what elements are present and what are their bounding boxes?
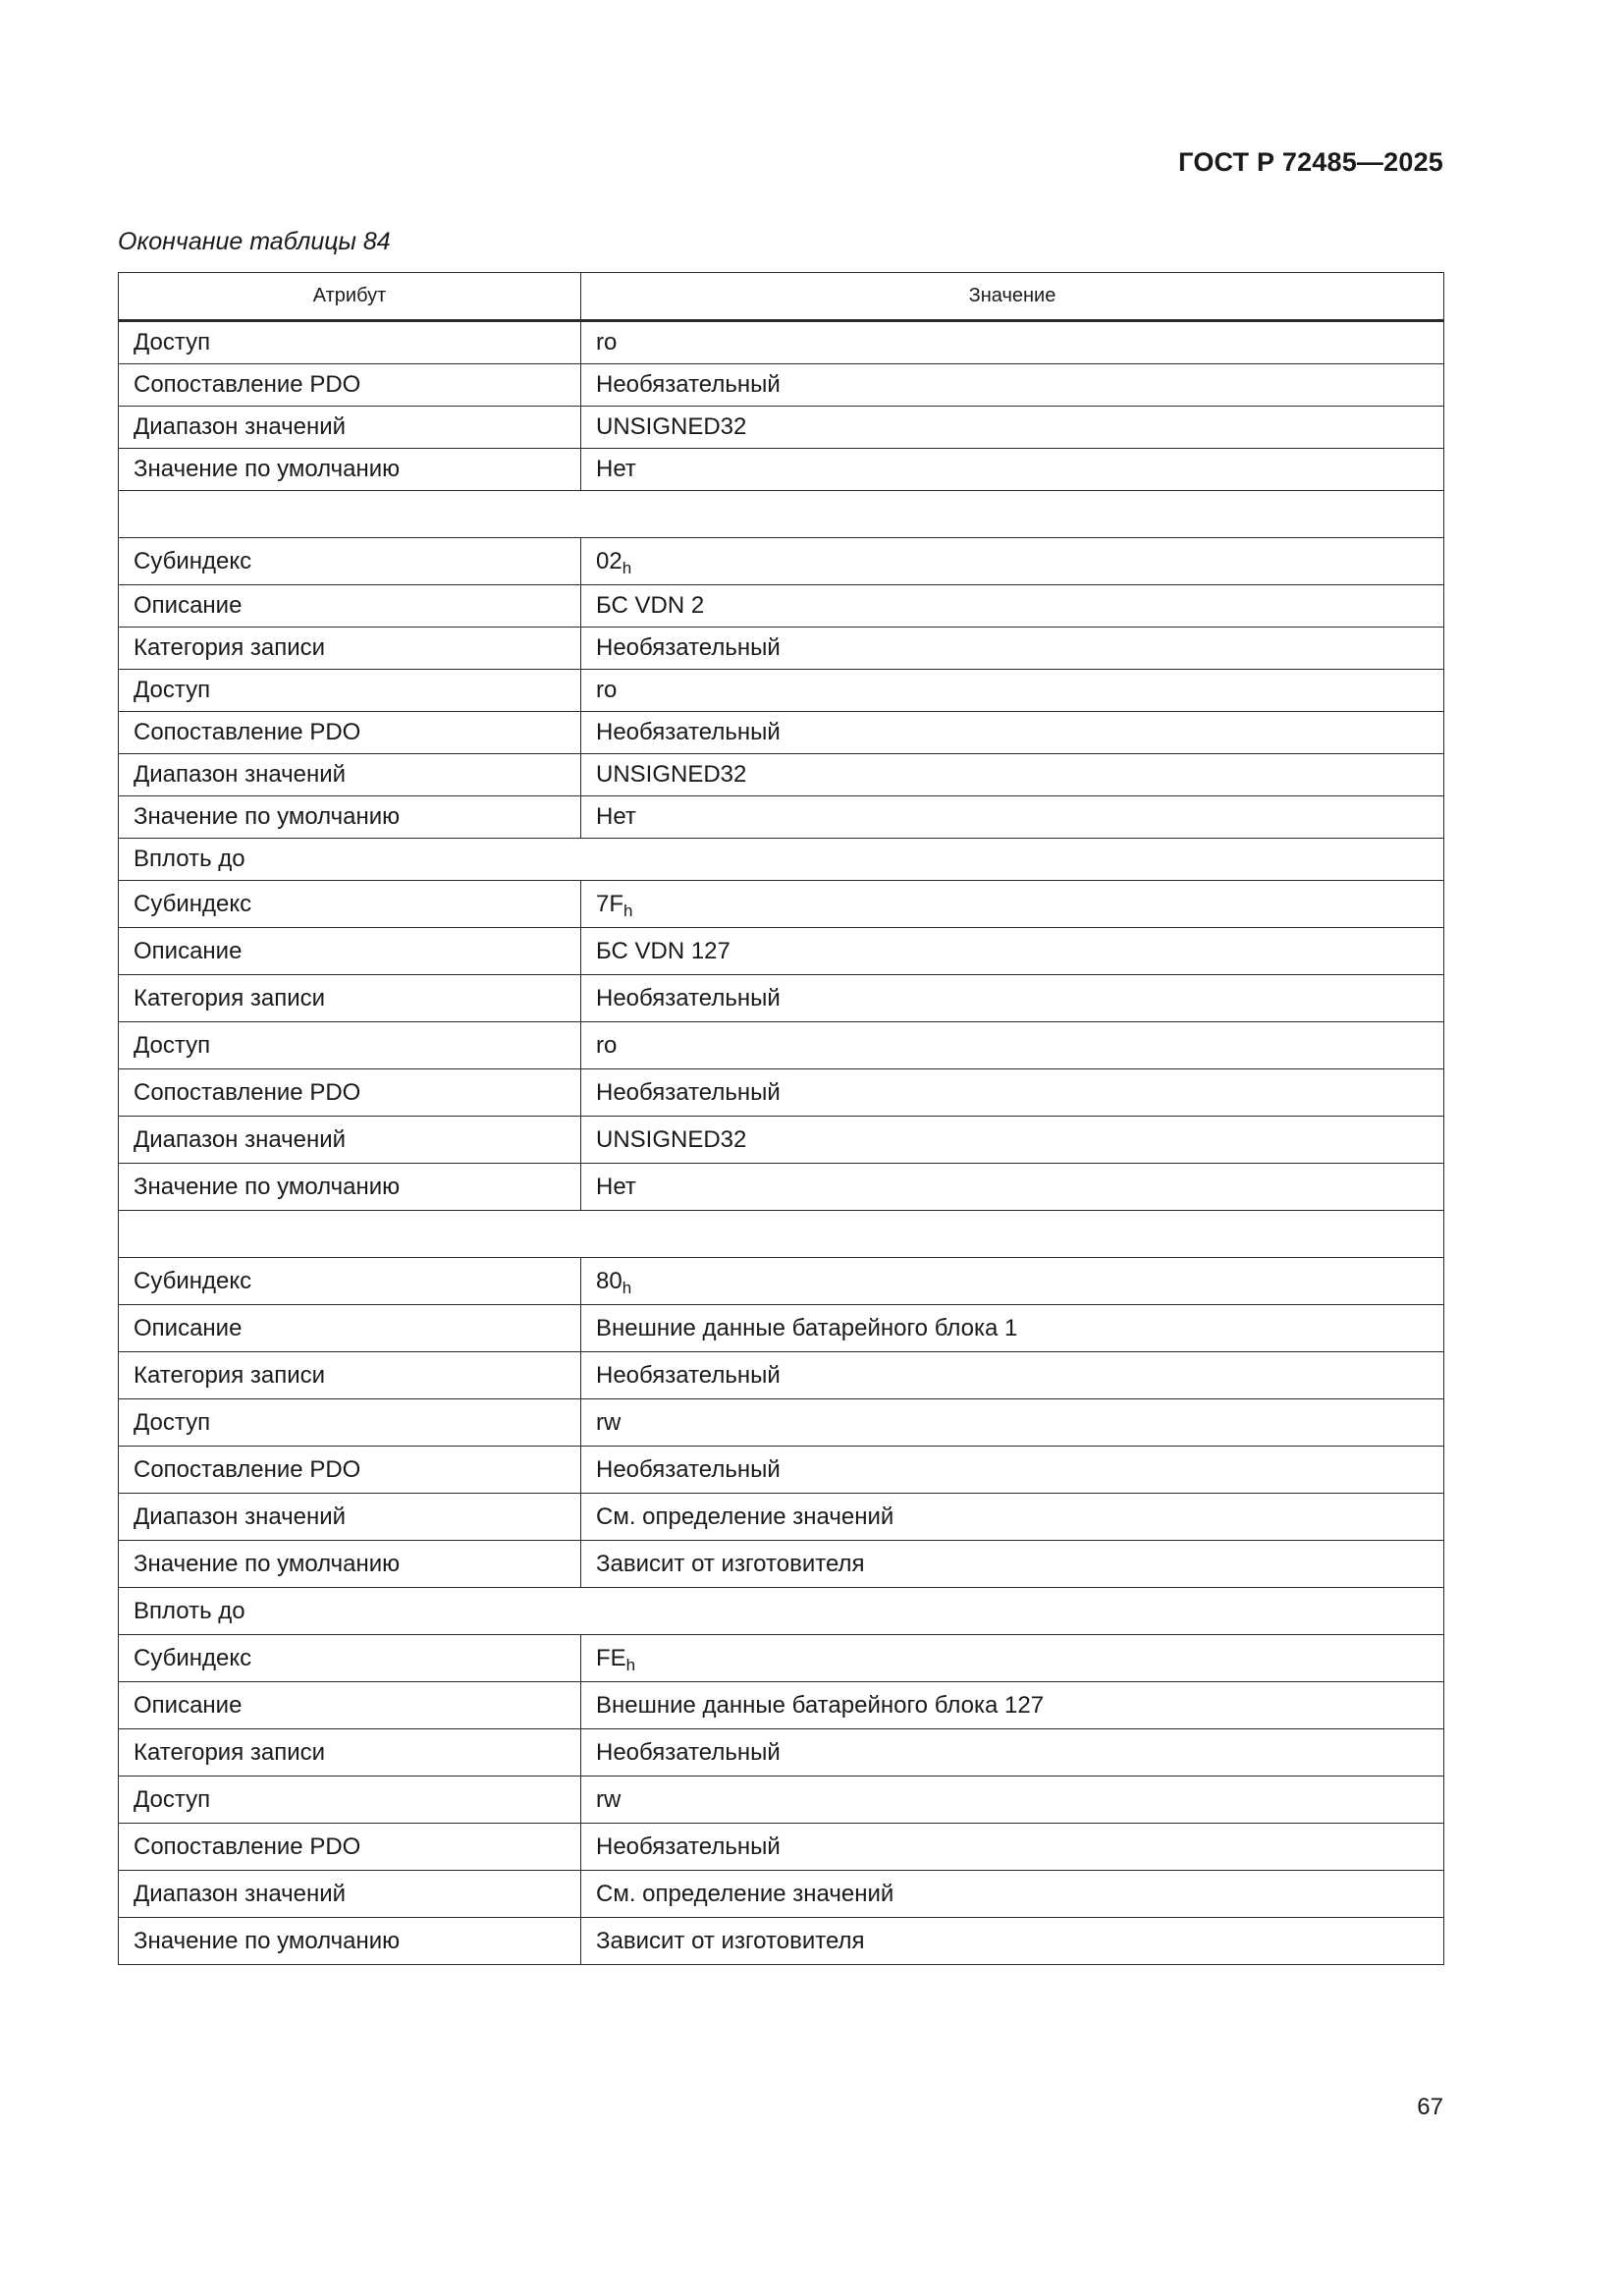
value-cell <box>581 712 1444 754</box>
value-cell <box>581 1069 1444 1117</box>
column-header-attribute: Атрибут <box>119 273 581 321</box>
value-text: Необязательный <box>596 371 781 398</box>
value-text: 7F <box>596 890 624 917</box>
table-row <box>119 881 1444 928</box>
table-row <box>119 364 1444 407</box>
table-row <box>119 1305 1444 1352</box>
attribute-cell: Доступ <box>119 1399 581 1447</box>
value-text: Необязательный <box>596 1832 781 1860</box>
attribute-cell: Субиндекс <box>119 1635 581 1682</box>
value-text: Необязательный <box>596 719 781 745</box>
table-row <box>119 928 1444 975</box>
value-cell <box>581 1447 1444 1494</box>
attribute-cell: Описание <box>119 1682 581 1729</box>
table-row <box>119 585 1444 628</box>
value-text: rw <box>596 1408 622 1436</box>
value-cell <box>581 1777 1444 1824</box>
table-row <box>119 1258 1444 1305</box>
value-text: Нет <box>596 1173 636 1200</box>
value-text: Необязательный <box>596 1361 781 1389</box>
value-cell <box>581 1494 1444 1541</box>
table-body <box>119 321 1444 1965</box>
attribute-cell: Диапазон значений <box>119 407 581 449</box>
table-row <box>119 1918 1444 1965</box>
table-caption: Окончание таблицы 84 <box>118 228 391 255</box>
blank-row <box>119 1211 1444 1258</box>
value-cell <box>581 975 1444 1022</box>
table-row <box>119 796 1444 839</box>
value-cell <box>581 928 1444 975</box>
value-cell <box>581 1541 1444 1588</box>
table-row <box>119 1682 1444 1729</box>
value-text: Зависит от изготовителя <box>596 1550 865 1577</box>
value-text: Необязательный <box>596 984 781 1011</box>
value-text: ro <box>596 677 618 703</box>
attribute-cell: Сопоставление PDO <box>119 364 581 407</box>
value-text: Необязательный <box>596 1455 781 1483</box>
value-cell <box>581 1117 1444 1164</box>
value-cell <box>581 538 1444 585</box>
attribute-cell: Значение по умолчанию <box>119 796 581 839</box>
value-text: Необязательный <box>596 1078 781 1106</box>
attribute-cell: Значение по умолчанию <box>119 1164 581 1211</box>
value-cell <box>581 449 1444 491</box>
value-text: UNSIGNED32 <box>596 413 747 440</box>
attribute-cell: Субиндекс <box>119 1258 581 1305</box>
attribute-cell: Описание <box>119 1305 581 1352</box>
value-cell <box>581 1164 1444 1211</box>
attribute-cell: Значение по умолчанию <box>119 1541 581 1588</box>
value-text: Нет <box>596 456 636 482</box>
attribute-cell: Описание <box>119 928 581 975</box>
attribute-cell: Сопоставление PDO <box>119 1447 581 1494</box>
table-row <box>119 1399 1444 1447</box>
value-text: ro <box>596 329 618 355</box>
value-cell <box>581 1871 1444 1918</box>
attribute-cell: Субиндекс <box>119 538 581 585</box>
column-header-value: Значение <box>581 273 1444 321</box>
table-row <box>119 1777 1444 1824</box>
attribute-cell: Сопоставление PDO <box>119 712 581 754</box>
value-text: 80 <box>596 1267 622 1294</box>
attribute-cell: Категория записи <box>119 975 581 1022</box>
value-text: ro <box>596 1031 618 1059</box>
attribute-cell: Диапазон значений <box>119 754 581 796</box>
table-row <box>119 754 1444 796</box>
table-row <box>119 670 1444 712</box>
table-row <box>119 538 1444 585</box>
value-text: Зависит от изготовителя <box>596 1927 865 1954</box>
table-row <box>119 1635 1444 1682</box>
value-cell <box>581 1352 1444 1399</box>
table-row <box>119 1164 1444 1211</box>
attribute-cell: Категория записи <box>119 1729 581 1777</box>
attribute-cell: Субиндекс <box>119 881 581 928</box>
table-row <box>119 1729 1444 1777</box>
table-row <box>119 1069 1444 1117</box>
value-cell <box>581 1682 1444 1729</box>
value-cell <box>581 1635 1444 1682</box>
attribute-cell: Значение по умолчанию <box>119 449 581 491</box>
attribute-cell: Диапазон значений <box>119 1494 581 1541</box>
value-text: Внешние данные батарейного блока 127 <box>596 1691 1045 1719</box>
attribute-cell: Диапазон значений <box>119 1117 581 1164</box>
table-row <box>119 449 1444 491</box>
value-cell <box>581 1918 1444 1965</box>
range-separator-cell: Вплоть до <box>119 1588 1444 1635</box>
blank-cell <box>119 491 1444 538</box>
value-cell <box>581 364 1444 407</box>
attribute-cell: Описание <box>119 585 581 628</box>
blank-row <box>119 491 1444 538</box>
value-cell <box>581 321 1444 364</box>
hex-suffix: h <box>625 1655 636 1674</box>
attribute-table <box>118 272 1444 1965</box>
value-text: rw <box>596 1785 622 1813</box>
table-row <box>119 1824 1444 1871</box>
value-text: См. определение значений <box>596 1503 894 1530</box>
value-cell <box>581 1305 1444 1352</box>
table-row <box>119 1541 1444 1588</box>
value-text: Нет <box>596 803 636 830</box>
value-cell <box>581 1729 1444 1777</box>
attribute-cell: Диапазон значений <box>119 1871 581 1918</box>
page-number: 67 <box>1417 2094 1443 2120</box>
table-row <box>119 975 1444 1022</box>
value-text: UNSIGNED32 <box>596 1125 747 1153</box>
value-text: Необязательный <box>596 634 781 661</box>
table-row <box>119 321 1444 364</box>
attribute-cell: Категория записи <box>119 1352 581 1399</box>
attribute-cell: Доступ <box>119 1022 581 1069</box>
range-separator-row <box>119 839 1444 881</box>
attribute-cell: Сопоставление PDO <box>119 1824 581 1871</box>
attribute-cell: Доступ <box>119 670 581 712</box>
attribute-cell: Сопоставление PDO <box>119 1069 581 1117</box>
table-row <box>119 1022 1444 1069</box>
value-cell <box>581 670 1444 712</box>
table-row <box>119 1447 1444 1494</box>
attribute-cell: Доступ <box>119 1777 581 1824</box>
table-row <box>119 407 1444 449</box>
document-code: ГОСТ Р 72485—2025 <box>1178 147 1443 177</box>
table-header-row <box>119 273 1444 321</box>
attribute-cell: Доступ <box>119 321 581 364</box>
attribute-cell: Значение по умолчанию <box>119 1918 581 1965</box>
value-cell <box>581 754 1444 796</box>
hex-suffix: h <box>622 558 632 577</box>
table-row <box>119 1871 1444 1918</box>
value-cell <box>581 796 1444 839</box>
value-text: Необязательный <box>596 1738 781 1766</box>
value-text: UNSIGNED32 <box>596 761 747 788</box>
blank-cell <box>119 1211 1444 1258</box>
attribute-cell: Категория записи <box>119 628 581 670</box>
range-separator-cell: Вплоть до <box>119 839 1444 881</box>
value-cell <box>581 881 1444 928</box>
table-row <box>119 1352 1444 1399</box>
range-separator-row <box>119 1588 1444 1635</box>
table-row <box>119 1494 1444 1541</box>
value-cell <box>581 1022 1444 1069</box>
value-text: Внешние данные батарейного блока 1 <box>596 1314 1018 1341</box>
value-text: FE <box>596 1644 626 1671</box>
value-cell <box>581 1258 1444 1305</box>
value-cell <box>581 407 1444 449</box>
value-cell <box>581 1824 1444 1871</box>
hex-suffix: h <box>623 901 633 920</box>
table-row <box>119 712 1444 754</box>
hex-suffix: h <box>622 1278 632 1297</box>
value-cell <box>581 628 1444 670</box>
table-row <box>119 628 1444 670</box>
value-cell <box>581 585 1444 628</box>
value-text: См. определение значений <box>596 1880 894 1907</box>
value-text: 02 <box>596 547 622 574</box>
table-row <box>119 1117 1444 1164</box>
value-text: БС VDN 2 <box>596 592 705 619</box>
value-text: БС VDN 127 <box>596 937 730 964</box>
value-cell <box>581 1399 1444 1447</box>
